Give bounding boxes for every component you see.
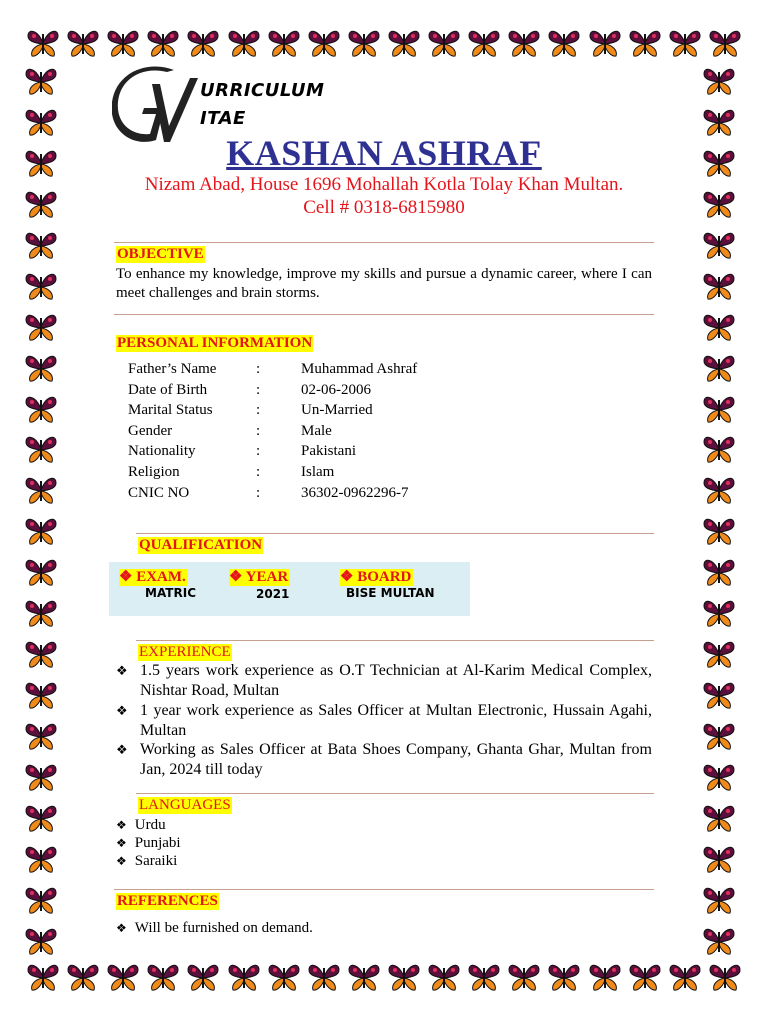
butterfly-icon [24,680,58,710]
personal-info-colon: : [256,402,261,419]
personal-info-label: CNIC NO [128,484,190,501]
diamond-bullet-icon: ❖ [116,703,128,718]
butterfly-icon [588,962,622,992]
diamond-bullet-icon: ❖ [116,663,128,678]
butterfly-icon [702,762,736,792]
butterfly-icon [26,28,60,58]
qualification-heading: QUALIFICATION [139,537,263,553]
personal-info-value: Un-Married [301,402,373,419]
personal-info-label: Father’s Name [128,361,217,377]
diamond-bullet-icon: ❖ [116,742,128,757]
butterfly-icon [628,962,662,992]
butterfly-icon [146,28,180,58]
butterfly-icon [387,28,421,58]
language-item: ❖ Saraiki [116,853,178,869]
butterfly-icon [547,962,581,992]
diamond-bullet-icon: ❖ [116,921,127,935]
diamond-bullet-icon: ❖ [116,836,127,850]
language-item: ❖ Urdu [116,817,166,833]
butterfly-icon [628,28,662,58]
diamond-bullet-icon: ❖ [116,854,127,868]
personal-info-label: Date of Birth [128,381,208,398]
butterfly-icon [24,394,58,424]
diamond-bullet-icon: ❖ [116,818,127,832]
personal-info-value: 36302-0962296-7 [301,484,409,501]
butterfly-icon [267,962,301,992]
personal-info-label: Marital Status [128,402,213,419]
personal-info-value: Muhammad Ashraf [301,361,418,377]
divider [136,533,654,534]
butterfly-icon [702,639,736,669]
personal-info-row [128,359,528,379]
butterfly-icon [702,680,736,710]
butterfly-icon [427,28,461,58]
butterfly-icon [24,844,58,874]
butterfly-icon [24,66,58,96]
butterfly-icon [708,28,742,58]
logo-word-curriculum: URRICULUM [200,80,325,101]
personal-info-row [128,462,528,482]
butterfly-icon [702,230,736,260]
qual-board-value: BISE MULTAN [346,586,435,600]
logo-word-vitae: ITAE [200,108,246,129]
butterfly-icon [106,962,140,992]
butterfly-icon [702,885,736,915]
butterfly-icon [307,962,341,992]
personal-info-colon: : [256,464,261,480]
butterfly-icon [702,926,736,956]
butterfly-icon [66,28,100,58]
butterfly-icon [588,28,622,58]
butterfly-icon [427,962,461,992]
personal-info-row [128,400,528,420]
butterfly-icon [347,28,381,58]
personal-info-row [128,380,528,400]
personal-info-label: Nationality [128,443,196,460]
butterfly-icon [702,394,736,424]
butterfly-icon [24,762,58,792]
personal-info-row [128,441,528,461]
personal-info-heading: PERSONAL INFORMATION [117,335,313,351]
personal-info-label: Religion [128,464,180,480]
butterfly-icon [24,926,58,956]
butterfly-icon [507,28,541,58]
butterfly-icon [186,962,220,992]
butterfly-border-bottom [26,962,742,1000]
personal-info-colon: : [256,484,261,501]
butterfly-icon [702,721,736,751]
butterfly-icon [24,803,58,833]
butterfly-icon [702,557,736,587]
experience-item: ❖ 1 year work experience as Sales Officer at Multan Electronic, Hussain Agahi, Multan [116,702,652,739]
personal-info-row [128,421,528,441]
butterfly-icon [24,721,58,751]
butterfly-icon [24,353,58,383]
butterfly-icon [24,885,58,915]
butterfly-icon [24,271,58,301]
butterfly-icon [347,962,381,992]
address: Nizam Abad, House 1696 Mohallah Kotla Tolay Khan Multan. [144,174,624,195]
butterfly-icon [307,28,341,58]
personal-info-value: Pakistani [301,443,356,460]
butterfly-icon [227,962,261,992]
butterfly-icon [24,598,58,628]
butterfly-icon [24,434,58,464]
qual-col-exam: ❖ EXAM. [119,569,186,585]
objective-text: To enhance my knowledge, improve my skills and pursue a dynamic career, where I can meet challenges and brain storms. [116,266,652,301]
references-item: ❖ Will be furnished on demand. [116,920,313,936]
butterfly-icon [708,962,742,992]
butterfly-icon [702,271,736,301]
butterfly-icon [66,962,100,992]
personal-info-value: 02-06-2006 [301,381,371,398]
experience-item: ❖ Working as Sales Officer at Bata Shoes Company, Ghanta Ghar, Multan from Jan, 2024 till today [116,741,652,778]
butterfly-icon [507,962,541,992]
butterfly-icon [24,639,58,669]
objective-heading: OBJECTIVE [117,246,204,262]
qual-col-board: ❖ BOARD [340,569,412,585]
butterfly-icon [24,557,58,587]
butterfly-icon [702,803,736,833]
personal-info-label: Gender [128,422,173,439]
personal-info-colon: : [256,422,261,439]
personal-info-colon: : [256,381,261,398]
butterfly-icon [387,962,421,992]
butterfly-icon [668,28,702,58]
candidate-name: KASHAN ASHRAF [226,133,542,173]
butterfly-icon [24,516,58,546]
references-heading: REFERENCES [117,893,218,909]
butterfly-icon [227,28,261,58]
qualification-table [109,562,470,616]
qual-exam-value: MATRIC [145,586,196,600]
divider [136,640,654,641]
butterfly-icon [668,962,702,992]
butterfly-border-top [26,28,742,66]
language-item: ❖ Punjabi [116,835,181,851]
butterfly-icon [702,66,736,96]
butterfly-icon [702,516,736,546]
qual-col-year: ❖ YEAR [229,569,289,585]
divider [136,793,654,794]
butterfly-icon [106,28,140,58]
butterfly-icon [702,598,736,628]
butterfly-icon [547,28,581,58]
butterfly-icon [702,312,736,342]
butterfly-icon [24,230,58,260]
personal-info-value: Islam [301,464,335,480]
experience-item: ❖ 1.5 years work experience as O.T Technician at Al-Karim Medical Complex, Nishtar Road, Multan [116,662,652,699]
butterfly-icon [26,962,60,992]
personal-info-colon: : [256,443,261,460]
divider [114,242,654,243]
butterfly-icon [186,28,220,58]
personal-info-colon: : [256,361,261,377]
personal-info-row [128,483,528,503]
butterfly-icon [24,475,58,505]
butterfly-icon [467,28,501,58]
butterfly-icon [467,962,501,992]
cell-number: Cell # 0318-6815980 [303,197,465,218]
butterfly-icon [702,434,736,464]
personal-info-value: Male [301,422,332,439]
butterfly-icon [146,962,180,992]
butterfly-icon [702,844,736,874]
butterfly-icon [702,475,736,505]
divider [114,314,654,315]
qual-year-value: 2021 [256,587,290,601]
butterfly-icon [702,353,736,383]
butterfly-icon [267,28,301,58]
experience-heading: EXPERIENCE [139,644,231,660]
languages-heading: LANGUAGES [139,797,231,813]
butterfly-icon [24,312,58,342]
divider [114,889,654,890]
